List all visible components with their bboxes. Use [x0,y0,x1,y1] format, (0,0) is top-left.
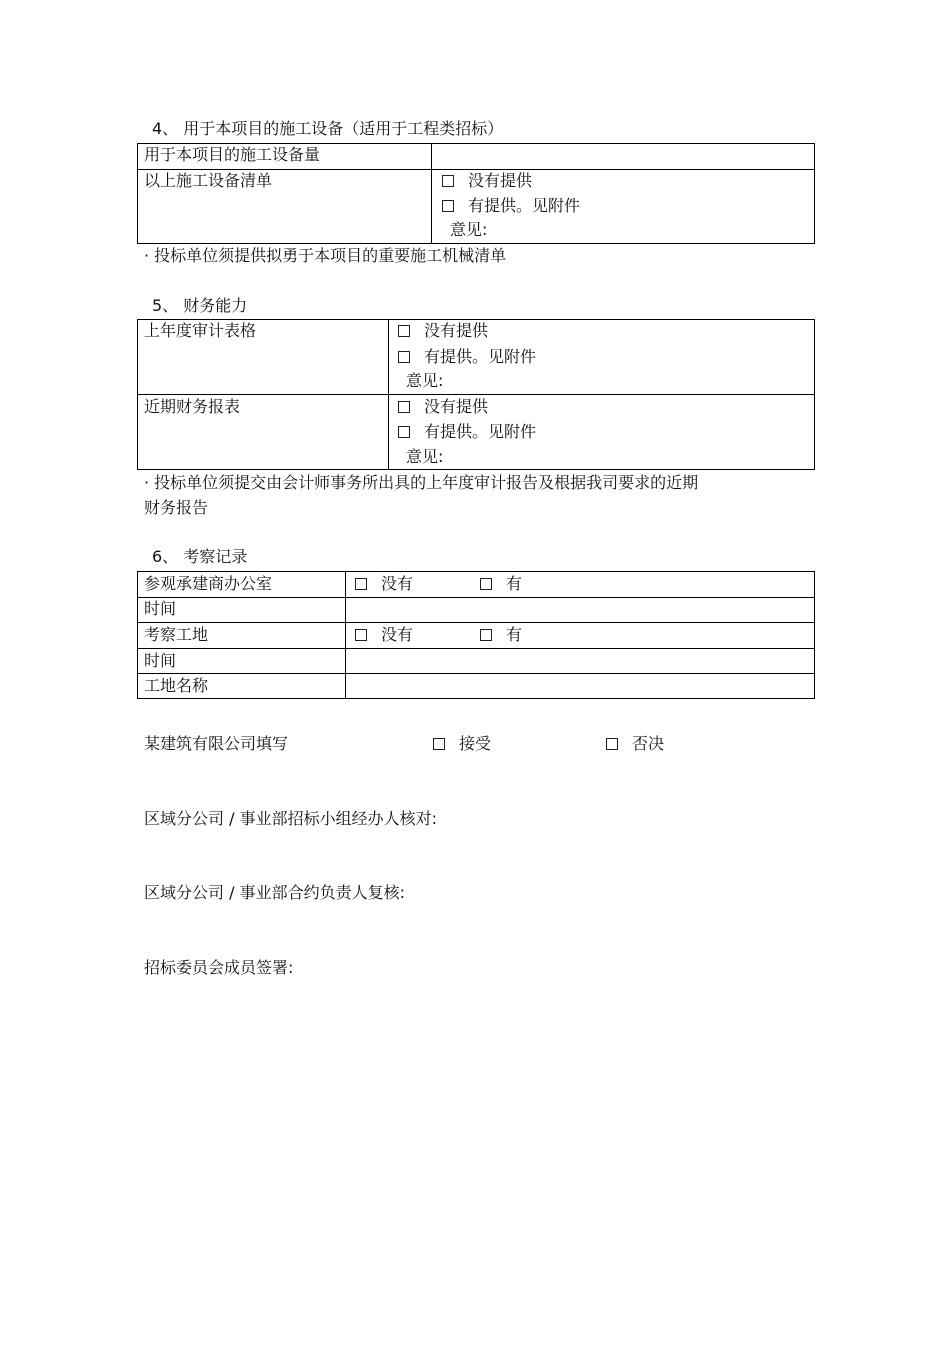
checkbox-icon[interactable] [606,738,618,750]
table-row-divider [137,169,815,170]
equipment-list-label: 以上施工设备清单 [144,171,273,190]
checkbox-icon[interactable] [398,325,410,337]
table-row-divider [137,597,815,598]
table-column-divider [345,571,346,699]
company-fill-label: 某建筑有限公司填写 [144,734,289,753]
office-visit-time-label: 时间 [144,599,177,618]
option-label: 没有提供 [468,171,533,190]
financial-statements-none-option[interactable] [398,399,488,415]
option-label: 有提供。见附件 [468,196,581,215]
office-visit-label: 参观承建商办公室 [144,574,273,593]
checkbox-icon[interactable] [355,578,367,590]
reject-option[interactable] [606,736,664,752]
checkbox-icon[interactable] [433,738,445,750]
checkbox-icon[interactable] [480,629,492,641]
checkbox-icon[interactable] [480,578,492,590]
option-label: 有 [506,625,523,644]
checkbox-icon[interactable] [398,351,410,363]
section-6-heading: 6、 考察记录 [152,547,248,566]
table-column-divider [388,319,389,470]
financial-statements-label: 近期财务报表 [144,397,241,416]
checkbox-icon[interactable] [355,629,367,641]
table-row-divider [137,622,815,623]
table-column-divider [431,143,432,244]
contract-review-line: 区域分公司 / 事业部合约负责人复核: [144,883,405,902]
accept-option[interactable] [433,736,491,752]
section-5-note-line2: 财务报告 [144,498,209,517]
audit-form-opinion: 意见: [406,371,444,390]
table-row-divider [137,394,815,395]
option-label: 有 [506,574,523,593]
option-label: 有提供。见附件 [424,347,537,366]
option-label: 没有 [381,574,414,593]
site-inspection-label: 考察工地 [144,625,209,644]
site-inspection-time-label: 时间 [144,651,177,670]
section-5-heading: 5、 财务能力 [152,296,248,315]
office-visit-no-option[interactable] [355,576,413,592]
office-visit-yes-option[interactable] [480,576,522,592]
site-name-value[interactable] [347,675,813,697]
office-visit-time-value[interactable] [347,599,813,621]
site-inspection-yes-option[interactable] [480,627,522,643]
equipment-quantity-label: 用于本项目的施工设备量 [144,145,321,164]
option-label: 没有提供 [424,321,489,340]
table-row-divider [137,673,815,674]
equipment-list-none-option[interactable] [442,173,532,189]
handler-verification-line: 区域分公司 / 事业部招标小组经办人核对: [144,809,437,828]
financial-statements-opinion: 意见: [406,447,444,466]
section-4-note: · 投标单位须提供拟勇于本项目的重要施工机械清单 [144,246,507,265]
site-name-label: 工地名称 [144,676,209,695]
equipment-quantity-value[interactable] [433,145,813,168]
section-4-heading: 4、 用于本项目的施工设备（适用于工程类招标） [152,119,504,138]
option-label: 否决 [632,734,665,753]
option-label: 接受 [459,734,492,753]
option-label: 没有提供 [424,397,489,416]
site-inspection-no-option[interactable] [355,627,413,643]
equipment-list-opinion: 意见: [450,220,488,239]
committee-signature-line: 招标委员会成员签署: [144,958,294,977]
audit-form-none-option[interactable] [398,323,488,339]
equipment-list-provided-option[interactable] [442,198,580,214]
option-label: 有提供。见附件 [424,422,537,441]
section-5-note-line1: · 投标单位须提交由会计师事务所出具的上年度审计报告及根据我司要求的近期 [144,473,699,492]
checkbox-icon[interactable] [442,200,454,212]
site-inspection-time-value[interactable] [347,650,813,672]
option-label: 没有 [381,625,414,644]
checkbox-icon[interactable] [442,175,454,187]
financial-statements-provided-option[interactable] [398,424,536,440]
checkbox-icon[interactable] [398,401,410,413]
audit-form-provided-option[interactable] [398,349,536,365]
audit-form-label: 上年度审计表格 [144,321,257,340]
checkbox-icon[interactable] [398,426,410,438]
table-row-divider [137,648,815,649]
